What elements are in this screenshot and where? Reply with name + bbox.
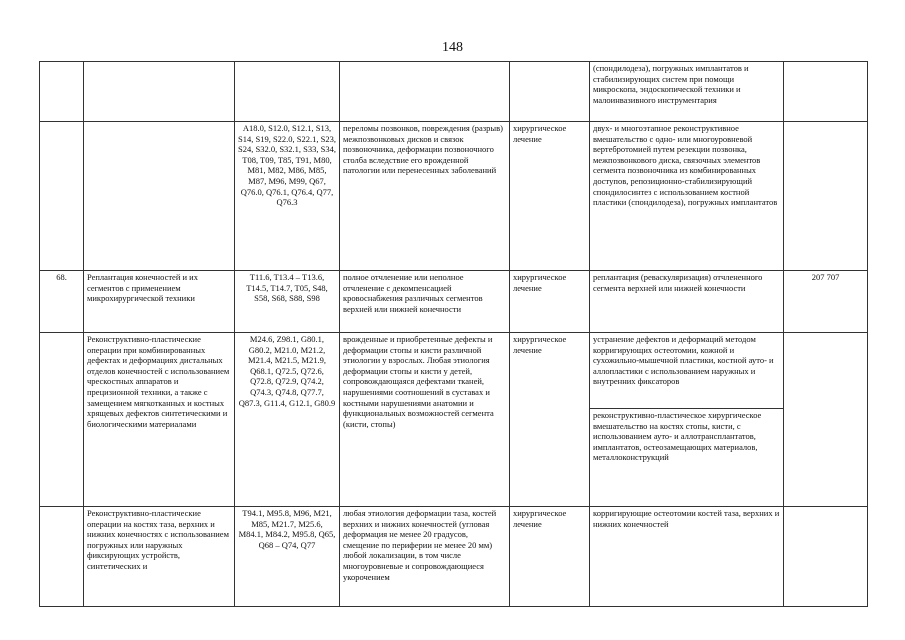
- page-number: 148: [442, 40, 463, 55]
- icd-codes: T11.6, T13.4 – T13.6, T14.5, T14.7, T05, S48, S58, S68, S88, S98: [235, 271, 340, 333]
- service-name: Реплантация конечностей и их сегментов с применением микрохирургической техники: [84, 271, 235, 333]
- services-table: [39, 61, 868, 607]
- table-row: [40, 271, 868, 333]
- treatment-method: реплантация (реваскуляризация) отчлененного сегмента верхней или нижней конечности: [590, 271, 784, 333]
- cost-value: [784, 507, 868, 607]
- icd-codes: A18.0, S12.0, S12.1, S13, S14, S19, S22.0, S22.1, S23, S24, S32.0, S32.1, S33, S34, T08, T09, T85, T91, M80, M81, M82, M86, M85, M87, M96, M99, Q67, Q76.0, Q76.1, Q76.4, Q77, Q76.3: [235, 122, 340, 271]
- row-number: [40, 333, 84, 507]
- treatment-type: хирургическое лечение: [510, 271, 590, 333]
- table-row: [40, 507, 868, 607]
- treatment-method: устранение дефектов и деформаций методом корригирующих остеотомии, кожной и сухожильно-мышечной пластики, костной ауто- и аллопластики с использованием наружных и внутренних фиксаторов: [593, 334, 774, 387]
- service-name: [84, 62, 235, 122]
- row-number: 68.: [40, 271, 84, 333]
- table-row: [40, 122, 868, 271]
- icd-codes: M24.6, Z98.1, G80.1, G80.2, M21.0, M21.2, M21.4, M21.5, M21.9, Q68.1, Q72.5, Q72.6, Q72.8, Q72.9, Q74.2, Q74.3, Q74.8, Q77.7, Q87.3, G11.4, G12.1, G80.9: [235, 333, 340, 507]
- row-number: [40, 122, 84, 271]
- row-number: [40, 62, 84, 122]
- cost-value: [784, 122, 868, 271]
- patient-model: [340, 62, 510, 122]
- treatment-type: хирургическое лечение: [510, 333, 590, 507]
- treatment-method: корригирующие остеотомии костей таза, верхних и нижних конечностей: [590, 507, 784, 607]
- treatment-type: хирургическое лечение: [510, 507, 590, 607]
- icd-codes: [235, 62, 340, 122]
- table-row: [40, 62, 868, 122]
- treatment-method: реконструктивно-пластическое хирургическое вмешательство на костях стопы, кисти, с использованием ауто- и аллотрансплантатов, имплантатов, остеозамещающих материалов, металлоконструкций: [590, 408, 783, 505]
- treatment-method: двух- и многоэтапное реконструктивное вмешательство с одно- или многоуровневой вертебротомией путем резекции позвонка, межпозвонкового диска, связочных элементов сегмента позвоночника из комбинированных доступов, репозиционно-стабилизирующий спондилосинтез с использованием костной пластики (спондилодеза), погружных имплантатов: [590, 122, 784, 271]
- patient-model: переломы позвонков, повреждения (разрыв) межпозвонковых дисков и связок позвоночника, деформации позвоночного столба вследствие его врожденной патологии или перенесенных заболеваний: [340, 122, 510, 271]
- patient-model: полное отчленение или неполное отчленение с декомпенсацией кровоснабжения различных сегментов верхней или нижней конечности: [340, 271, 510, 333]
- cost-value: 207 707: [784, 271, 868, 333]
- service-name: [84, 122, 235, 271]
- cost-value: [784, 333, 868, 507]
- treatment-type: хирургическое лечение: [510, 122, 590, 271]
- patient-model: любая этиология деформации таза, костей верхних и нижних конечностей (угловая деформация не менее 20 градусов, смещение по периферии не менее 20 мм) любой локализации, в том числе многоуровневые и сопровождающиеся укорочением: [340, 507, 510, 607]
- patient-model: врожденные и приобретенные дефекты и деформации стопы и кисти различной этиологии у взрослых. Любая этиология деформации стопы и кисти у детей, сопровождающаяся дефектами тканей, нарушениями соотношений в суставах и костными нарушениями анатомии и функциональных возможностей сегмента (кисти, стопы): [340, 333, 510, 507]
- treatment-method: (спондилодеза), погружных имплантатов и стабилизирующих систем при помощи микроскопа, эндоскопической техники и малоинвазивного инструментария: [590, 62, 784, 122]
- treatment-methods: [590, 333, 784, 507]
- table-row: [40, 333, 868, 507]
- row-number: [40, 507, 84, 607]
- service-name: Реконструктивно-пластические операции на костях таза, верхних и нижних конечностях с использованием погружных или наружных фиксирующих устройств, синтетических и: [84, 507, 235, 607]
- service-name: Реконструктивно-пластические операции при комбинированных дефектах и деформациях дистальных отделов конечностей с использованием чрескостных аппаратов и прецизионной техники, а также с замещением мягкотканных и костных хрящевых дефектов синтетическими и биологическими материалами: [84, 333, 235, 507]
- treatment-type: [510, 62, 590, 122]
- icd-codes: T94.1, M95.8, M96, M21, M85, M21.7, M25.6, M84.1, M84.2, M95.8, Q65, Q68 – Q74, Q77: [235, 507, 340, 607]
- cost-value: [784, 62, 868, 122]
